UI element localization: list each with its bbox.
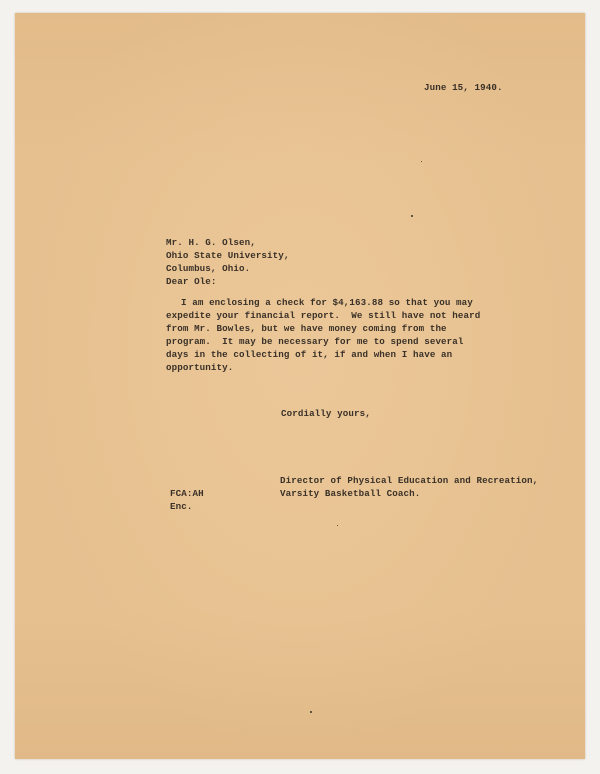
body-line: expedite your financial report. We still have not heard <box>166 310 481 321</box>
closing: Cordially yours, <box>281 408 371 419</box>
salutation: Dear Ole: <box>166 276 217 287</box>
body-line: opportunity. <box>166 362 234 373</box>
recipient-city: Columbus, Ohio. <box>166 263 251 274</box>
paper-speck <box>421 161 422 162</box>
paper-speck <box>337 525 338 526</box>
typist-initials: FCA:AH <box>170 488 204 499</box>
enclosure-note: Enc. <box>170 501 193 512</box>
body-line: program. It may be necessary for me to spend several <box>166 336 464 347</box>
signature-title: Varsity Basketball Coach. <box>280 488 421 499</box>
body-line: from Mr. Bowles, but we have money coming from the <box>166 323 447 334</box>
paper-notch <box>589 402 600 432</box>
body-line: days in the collecting of it, if and when I have an <box>166 349 453 360</box>
body-line: I am enclosing a check for $4,163.88 so that you may <box>181 297 473 308</box>
paper-speck <box>411 215 413 217</box>
letter-date: June 15, 1940. <box>424 82 503 93</box>
letter-page <box>15 13 585 759</box>
recipient-name: Mr. H. G. Olsen, <box>166 237 256 248</box>
recipient-institution: Ohio State University, <box>166 250 290 261</box>
paper-speck <box>310 711 312 713</box>
signature-title: Director of Physical Education and Recreation, <box>280 475 539 486</box>
